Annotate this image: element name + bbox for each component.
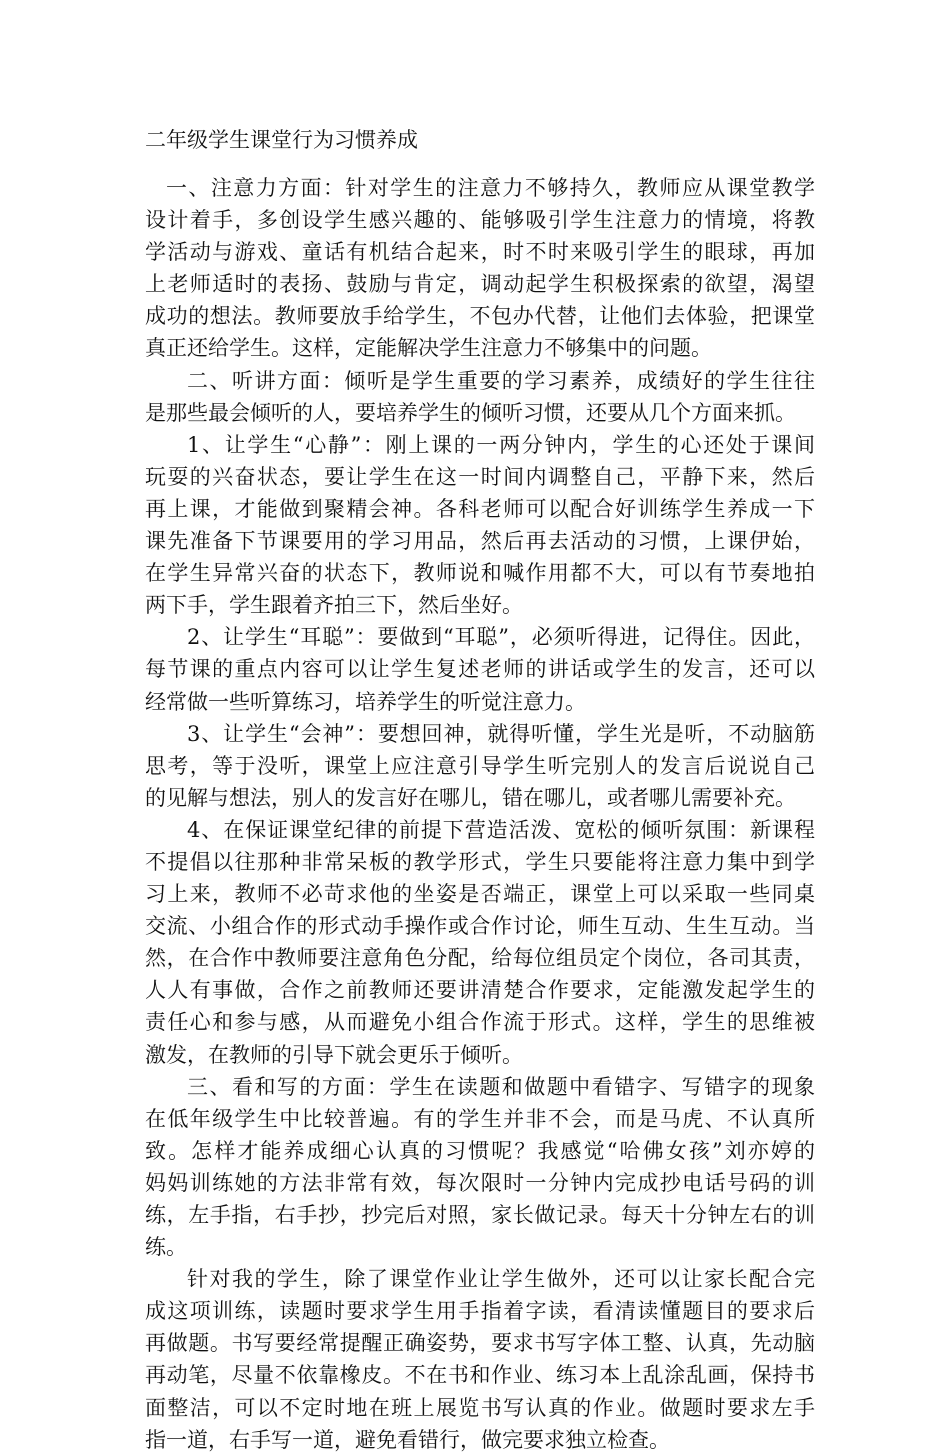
text-line: 2、让学生“耳聪”：要做到“耳聪”，必须听得进，记得住。因此， — [187, 625, 815, 650]
text-line: 上老师适时的表扬、鼓励与肯定，调动起学生积极探索的欲望，渴望 — [145, 272, 815, 297]
text-line: 致。怎样才能养成细心认真的习惯呢？我感觉“哈佛女孩”刘亦婷的 — [145, 1138, 815, 1163]
text-line: 二、听讲方面：倾听是学生重要的学习素养，成绩好的学生往往 — [187, 368, 815, 393]
text-line: 成这项训练，读题时要求学生用手指着字读，看清读懂题目的要求后 — [145, 1299, 815, 1324]
text-line: 4、在保证课堂纪律的前提下营造活泼、宽松的倾听氛围：新课程 — [187, 817, 815, 842]
text-line: 人人有事做，合作之前教师还要讲清楚合作要求，定能激发起学生的 — [145, 978, 815, 1003]
text-line: 一、注意力方面：针对学生的注意力不够持久，教师应从课堂教学 — [166, 176, 815, 200]
text-line: 再动笔，尽量不依靠橡皮。不在书和作业、练习本上乱涂乱画，保持书 — [145, 1363, 815, 1388]
text-line: 再做题。书写要经常提醒正确姿势，要求书写字体工整、认真，先动脑 — [145, 1331, 815, 1356]
text-line: 思考，等于没听，课堂上应注意引导学生听完别人的发言后说说自己 — [145, 753, 815, 778]
paragraph — [145, 429, 815, 622]
text-line: 成功的想法。教师要放手给学生，不包办代替，让他们去体验，把课堂 — [145, 304, 815, 329]
text-line: 练，左手指，右手抄，抄完后对照，家长做记录。每天十分钟左右的训 — [145, 1203, 815, 1227]
text-line: 是那些最会倾听的人，要培养学生的倾听习惯，还要从几个方面来抓。 — [145, 400, 796, 425]
text-line: 责任心和参与感，从而避免小组合作流于形式。这样，学生的思维被 — [145, 1010, 815, 1035]
text-line: 学活动与游戏、童话有机结合起来，时不时来吸引学生的眼球，再加 — [145, 240, 815, 265]
text-line: 再上课，才能做到聚精会神。各科老师可以配合好训练学生养成一下 — [145, 496, 815, 521]
text-line: 面整洁，可以不定时地在班上展览书写认真的作业。做题时要求左手 — [145, 1395, 815, 1420]
paragraph — [145, 365, 815, 429]
text-line: 设计着手，多创设学生感兴趣的、能够吸引学生注意力的情境，将教 — [145, 208, 815, 233]
paragraph — [145, 814, 815, 1071]
text-line: 三、看和写的方面：学生在读题和做题中看错字、写错字的现象 — [187, 1074, 815, 1099]
text-line: 在学生异常兴奋的状态下，教师说和喊作用都不大，可以有节奏地拍 — [145, 561, 815, 586]
text-line: 激发，在教师的引导下就会更乐于倾听。 — [145, 1042, 523, 1067]
text-line: 指一道，右手写一道，避免看错行，做完要求独立检查。 — [145, 1427, 670, 1452]
paragraph — [145, 718, 815, 814]
text-line: 经常做一些听算练习，培养学生的听觉注意力。 — [145, 689, 586, 714]
text-line: 不提倡以往那种非常呆板的教学形式，学生只要能将注意力集中到学 — [145, 849, 815, 874]
paragraph — [145, 172, 815, 365]
text-line: 练。 — [145, 1235, 187, 1260]
text-line: 每节课的重点内容可以让学生复述老师的讲话或学生的发言，还可以 — [145, 657, 815, 682]
text-line: 1、让学生“心静”：刚上课的一两分钟内，学生的心还处于课间 — [187, 432, 815, 457]
text-line: 然，在合作中教师要注意角色分配，给每位组员定个岗位，各司其责， — [145, 946, 815, 971]
text-line: 玩耍的兴奋状态，要让学生在这一时间内调整自己，平静下来，然后 — [145, 464, 815, 489]
paragraph — [145, 1071, 815, 1264]
text-line: 在低年级学生中比较普遍。有的学生并非不会，而是马虎、不认真所 — [145, 1106, 815, 1131]
text-line: 3、让学生“会神”：要想回神，就得听懂，学生光是听，不动脑筋 — [187, 721, 815, 746]
text-line: 针对我的学生，除了课堂作业让学生做外，还可以让家长配合完 — [187, 1267, 815, 1292]
text-line: 课先准备下节课要用的学习用品，然后再去活动的习惯，上课伊始， — [145, 529, 815, 554]
paragraph — [145, 1263, 815, 1456]
text-line: 妈妈训练她的方法非常有效，每次限时一分钟内完成抄电话号码的训 — [145, 1170, 815, 1195]
paragraph — [145, 621, 815, 717]
document-body — [145, 172, 815, 1456]
text-line: 两下手，学生跟着齐拍三下，然后坐好。 — [145, 593, 523, 618]
text-line: 习上来，教师不必苛求他的坐姿是否端正，课堂上可以采取一些同桌 — [145, 882, 815, 907]
text-line: 的见解与想法，别人的发言好在哪儿，错在哪儿，或者哪儿需要补充。 — [145, 785, 796, 810]
text-line: 交流、小组合作的形式动手操作或合作讨论，师生互动、生生互动。当 — [145, 914, 815, 939]
text-line: 真正还给学生。这样，定能解决学生注意力不够集中的问题。 — [145, 336, 712, 361]
document-title: 二年级学生课堂行为习惯养成 — [145, 128, 418, 152]
